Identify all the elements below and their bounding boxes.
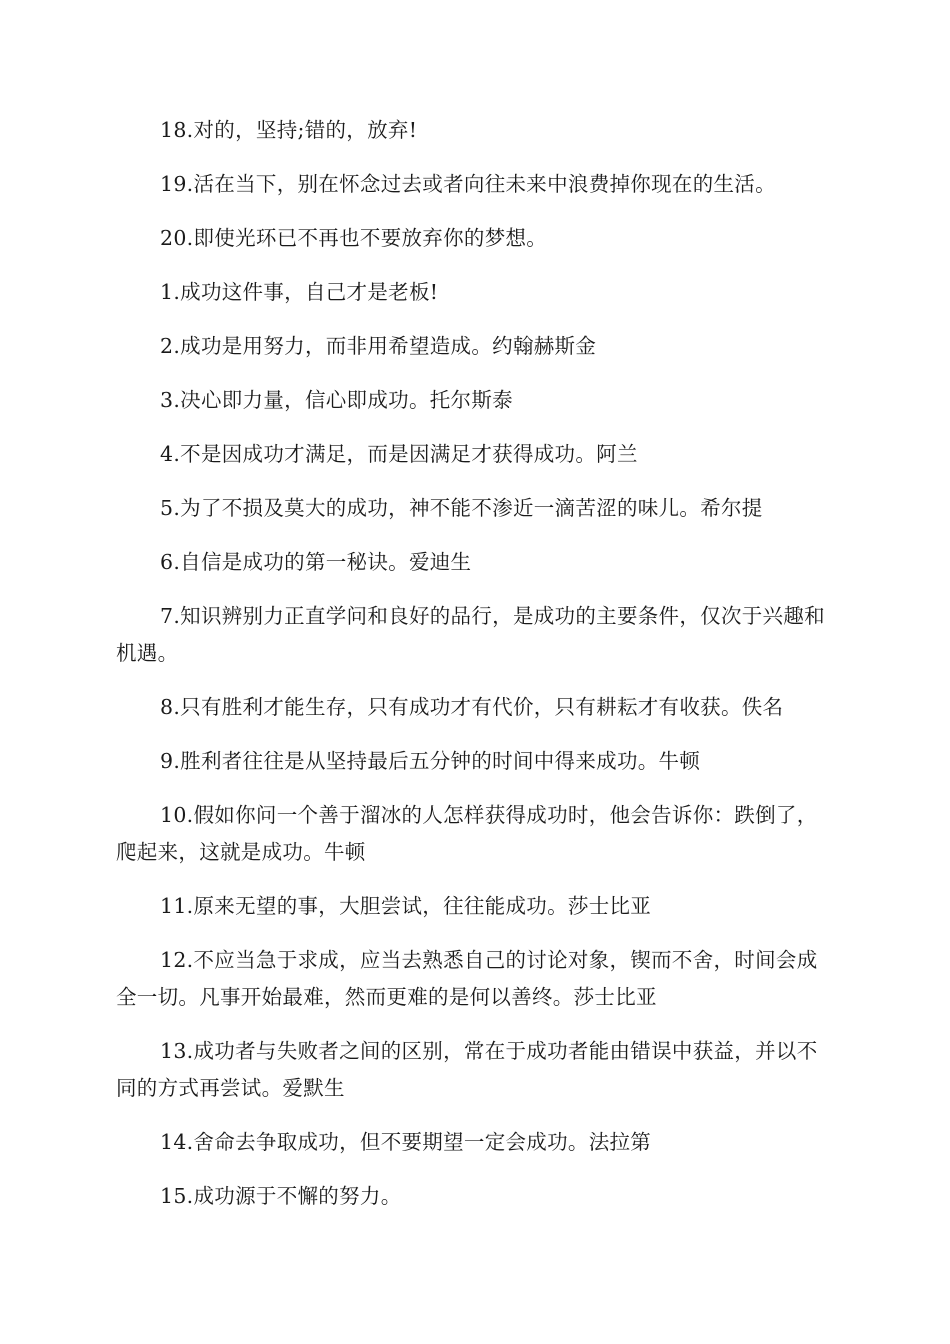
quote-paragraph: 3.决心即力量，信心即成功。托尔斯泰 <box>160 388 513 412</box>
quote-paragraph: 5.为了不损及莫大的成功，神不能不渗近一滴苦涩的味儿。希尔提 <box>160 496 763 520</box>
quote-paragraph: 18.对的，坚持;错的，放弃! <box>160 118 418 142</box>
quote-paragraph: 4.不是因成功才满足，而是因满足才获得成功。阿兰 <box>160 442 638 466</box>
quote-paragraph: 1.成功这件事，自己才是老板! <box>160 280 439 304</box>
quote-paragraph: 10.假如你问一个善于溜冰的人怎样获得成功时，他会告诉你：跌倒了，爬起来，这就是成功。牛顿 <box>116 803 818 864</box>
quote-paragraph: 7.知识辨别力正直学问和良好的品行，是成功的主要条件，仅次于兴趣和机遇。 <box>116 604 825 665</box>
quote-paragraph: 15.成功源于不懈的努力。 <box>160 1184 402 1208</box>
quote-paragraph: 8.只有胜利才能生存，只有成功才有代价，只有耕耘才有收获。佚名 <box>160 695 784 719</box>
quote-paragraph: 6.自信是成功的第一秘诀。爱迪生 <box>160 550 472 574</box>
quote-paragraph: 19.活在当下，别在怀念过去或者向往未来中浪费掉你现在的生活。 <box>160 172 776 196</box>
quote-paragraph: 14.舍命去争取成功，但不要期望一定会成功。法拉第 <box>160 1130 652 1154</box>
quote-paragraph: 9.胜利者往往是从坚持最后五分钟的时间中得来成功。牛顿 <box>160 749 701 773</box>
document-body <box>116 112 834 1232</box>
quote-paragraph: 2.成功是用努力，而非用希望造成。约翰赫斯金 <box>160 334 597 358</box>
quote-paragraph: 12.不应当急于求成，应当去熟悉自己的讨论对象，锲而不舍，时间会成全一切。凡事开始最难，然而更难的是何以善终。莎士比亚 <box>116 948 818 1009</box>
quote-paragraph: 11.原来无望的事，大胆尝试，往往能成功。莎士比亚 <box>160 894 652 918</box>
quote-paragraph: 13.成功者与失败者之间的区别，常在于成功者能由错误中获益，并以不同的方式再尝试。爱默生 <box>116 1039 818 1100</box>
quote-paragraph: 20.即使光环已不再也不要放弃你的梦想。 <box>160 226 548 250</box>
